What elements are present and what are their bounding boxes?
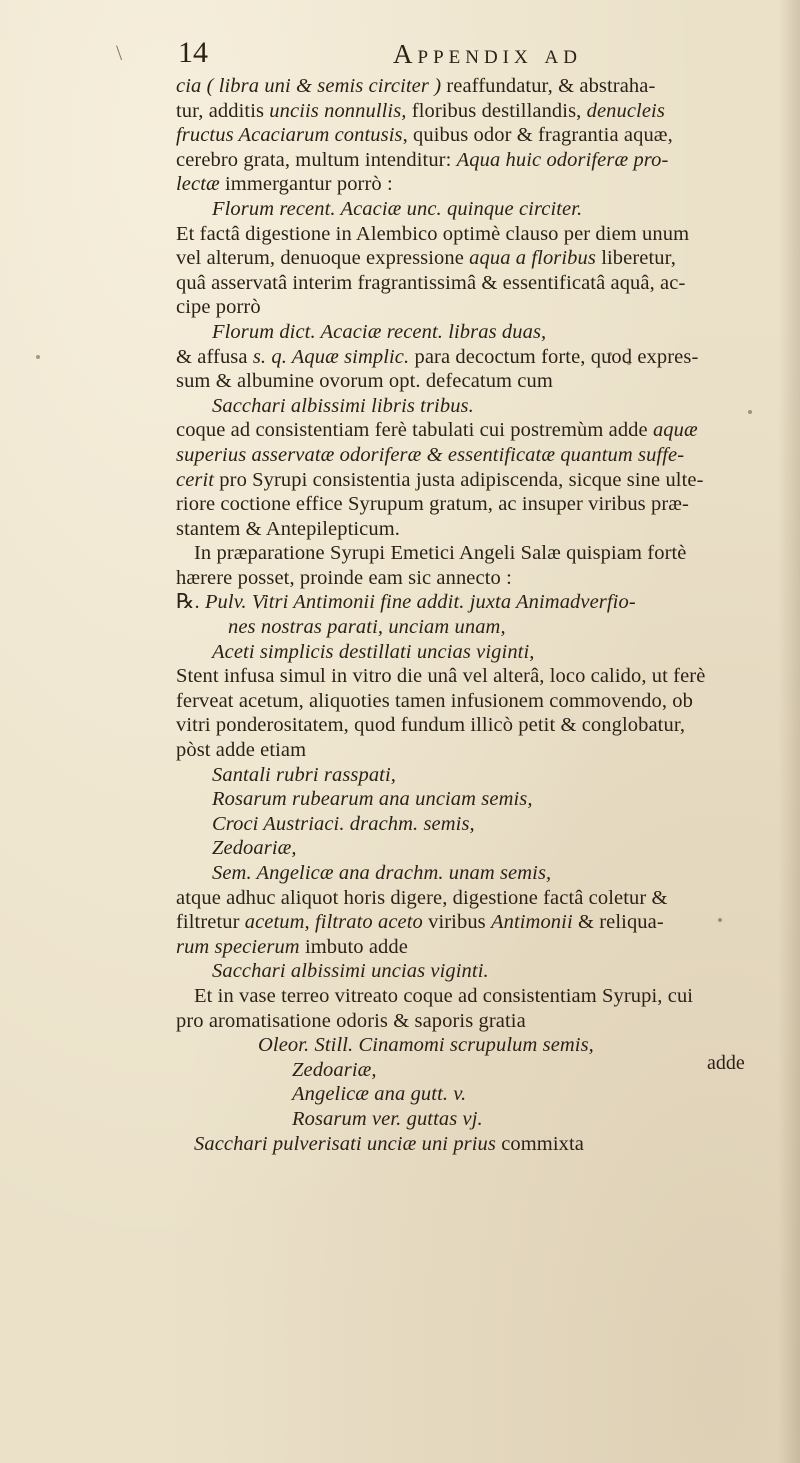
italic-text: Aqua huic odoriferæ pro- xyxy=(456,148,669,171)
italic-text: Florum recent. Acaciæ unc. quinque circiter. xyxy=(212,197,583,220)
roman-text: pro aromatisatione odoris & saporis gratia xyxy=(176,1009,526,1032)
italic-text: Oleor. Still. Cinamomi scrupulum semis, xyxy=(258,1034,594,1057)
text-line xyxy=(176,517,766,542)
text-line xyxy=(176,664,766,689)
roman-text: cipe porrò xyxy=(176,296,261,319)
roman-text: reaffundatur, & abstraha- xyxy=(446,75,656,97)
running-head: Appendix ad xyxy=(393,39,582,69)
text-line xyxy=(176,689,766,714)
text-line xyxy=(176,984,766,1009)
roman-text: ℞. xyxy=(176,591,205,614)
italic-text: fructus Acaciarum contusis xyxy=(176,124,403,147)
text-line xyxy=(176,1058,766,1083)
italic-text: aqua a floribus xyxy=(469,247,602,270)
text-line xyxy=(176,738,766,763)
text-line xyxy=(176,492,766,517)
text-line xyxy=(176,590,766,615)
roman-text: & affusa xyxy=(176,345,253,368)
roman-text: pòst adde etiam xyxy=(176,739,307,762)
italic-text: nes nostras parati, unciam unam, xyxy=(228,616,506,639)
italic-text: Sacchari albissimi uncias viginti. xyxy=(212,960,489,983)
text-line xyxy=(176,394,766,419)
roman-text: sum & albumine ovorum opt. defecatum cum xyxy=(176,370,553,393)
roman-text: hærere posset, proinde eam sic annecto : xyxy=(176,566,512,589)
roman-text: cerebro grata, multum intenditur: xyxy=(176,148,457,171)
text-line xyxy=(176,640,766,665)
italic-text: lectæ xyxy=(176,173,225,196)
roman-text: vitri ponderositatem, quod fundum illicò petit & conglobatur, xyxy=(176,714,686,737)
roman-text: Stent infusa simul in vitro die unâ vel alterâ, loco calido, ut ferè xyxy=(176,665,706,688)
italic-text: Pulv. Vitri Antimonii fine addit. juxta Animadverfio- xyxy=(204,591,636,614)
roman-text: Et factâ digestione in Alembico optimè clauso per diem unum xyxy=(176,222,690,245)
roman-text: floribus destillandis, xyxy=(411,99,587,122)
paper-fleck xyxy=(627,361,631,365)
paper-fleck xyxy=(748,410,752,414)
text-line xyxy=(176,713,766,738)
italic-text: Zedoariæ, xyxy=(212,837,297,860)
italic-text: acetum, filtrato aceto xyxy=(244,911,429,934)
text-line xyxy=(176,320,766,345)
roman-text: stantem & Antepilepticum. xyxy=(176,517,400,540)
italic-text: cerit xyxy=(176,468,220,491)
text-line xyxy=(176,295,766,320)
text-line xyxy=(176,222,766,247)
text-line xyxy=(176,74,766,99)
text-line xyxy=(176,443,766,468)
paper-fleck xyxy=(718,918,722,922)
roman-text: immergantur porrò : xyxy=(225,173,393,196)
text-line xyxy=(176,935,766,960)
italic-text: Rosarum ver. guttas vj. xyxy=(292,1107,483,1130)
roman-text: viribus xyxy=(428,911,491,934)
italic-text: rum specierum xyxy=(176,935,305,958)
paper-fleck xyxy=(36,355,40,359)
italic-text: unciis nonnullis, xyxy=(269,99,412,122)
roman-text: para decoctum forte, quod expres- xyxy=(414,345,699,368)
text-line xyxy=(176,541,766,566)
italic-text: cia ( libra uni & semis circiter ) xyxy=(176,75,447,97)
text-line xyxy=(176,886,766,911)
text-line xyxy=(176,148,766,173)
text-line xyxy=(176,197,766,222)
roman-text: & reliqua- xyxy=(577,911,664,934)
margin-mark: \ xyxy=(116,40,123,65)
text-line xyxy=(176,246,766,271)
roman-text: tur, additis xyxy=(176,99,270,122)
roman-text: quâ asservatâ interim fragrantissimâ & essentificatâ aquâ, ac- xyxy=(176,271,686,294)
italic-text: aquæ xyxy=(652,419,698,442)
text-line xyxy=(176,1082,766,1107)
text-line xyxy=(176,959,766,984)
text-line xyxy=(176,615,766,640)
italic-text: superius asservatæ odoriferæ & essentificatæ quantum suffe- xyxy=(176,443,685,466)
text-line xyxy=(176,836,766,861)
italic-text: Sem. Angelicæ ana drachm. unam semis, xyxy=(212,862,552,884)
italic-text: Aceti simplicis destillati uncias viginti, xyxy=(212,640,535,663)
italic-text: s. q. Aquæ simplic. xyxy=(252,345,415,368)
text-line xyxy=(176,910,766,935)
italic-text: Santali rubri rasspati, xyxy=(212,763,396,786)
roman-text: ferveat acetum, aliquoties tamen infusionem commovendo, ob xyxy=(176,689,694,712)
text-line xyxy=(176,369,766,394)
italic-text: Angelicæ ana gutt. v. xyxy=(292,1083,467,1106)
text-line xyxy=(176,1132,766,1157)
roman-text: In præparatione Syrupi Emetici Angeli Salæ quispiam fortè xyxy=(194,542,687,565)
catchword: adde xyxy=(707,1052,745,1074)
text-line xyxy=(176,123,766,148)
italic-text: Croci Austriaci. drachm. semis, xyxy=(212,812,475,835)
italic-text: Sacchari pulverisati unciæ uni prius xyxy=(194,1132,502,1155)
text-line xyxy=(176,345,766,370)
roman-text: coque ad consistentiam ferè tabulati cui postremùm adde xyxy=(176,419,653,442)
roman-text: , quibus odor & fragrantia aquæ, xyxy=(402,124,673,147)
body-text xyxy=(176,74,766,1156)
text-line xyxy=(176,418,766,443)
text-line xyxy=(176,812,766,837)
italic-text: Rosarum rubearum ana unciam semis, xyxy=(212,788,533,811)
roman-text: imbuto adde xyxy=(304,935,408,958)
italic-text: Zedoariæ, xyxy=(292,1058,377,1081)
text-line xyxy=(176,861,766,886)
text-line xyxy=(176,99,766,124)
roman-text: liberetur, xyxy=(601,247,676,270)
roman-text: filtretur xyxy=(176,911,245,934)
text-line xyxy=(176,1107,766,1132)
italic-text: Antimonii xyxy=(490,911,578,934)
roman-text: commixta xyxy=(501,1132,584,1155)
text-line xyxy=(176,763,766,788)
text-line xyxy=(176,172,766,197)
roman-text: riore coctione effice Syrupum gratum, ac insuper viribus præ- xyxy=(176,493,689,516)
roman-text: atque adhuc aliquot horis digere, digestione factâ coletur & xyxy=(176,886,668,909)
text-line xyxy=(176,1033,766,1058)
paper-fleck xyxy=(608,352,612,356)
roman-text: Et in vase terreo vitreato coque ad consistentiam Syrupi, cui xyxy=(194,984,694,1007)
page-edge-shadow xyxy=(778,0,800,1463)
text-line xyxy=(176,1009,766,1034)
text-line xyxy=(176,271,766,296)
roman-text: vel alterum, denuoque expressione xyxy=(176,247,470,270)
text-line xyxy=(176,787,766,812)
text-line xyxy=(176,566,766,591)
text-line xyxy=(176,468,766,493)
italic-text: denucleis xyxy=(586,99,665,122)
italic-text: Sacchari albissimi libris tribus. xyxy=(212,394,474,417)
page-number: 14 xyxy=(178,36,208,69)
roman-text: pro Syrupi consistentia justa adipiscenda, sicque sine ulte- xyxy=(219,468,704,491)
italic-text: Florum dict. Acaciæ recent. libras duas, xyxy=(212,320,547,343)
